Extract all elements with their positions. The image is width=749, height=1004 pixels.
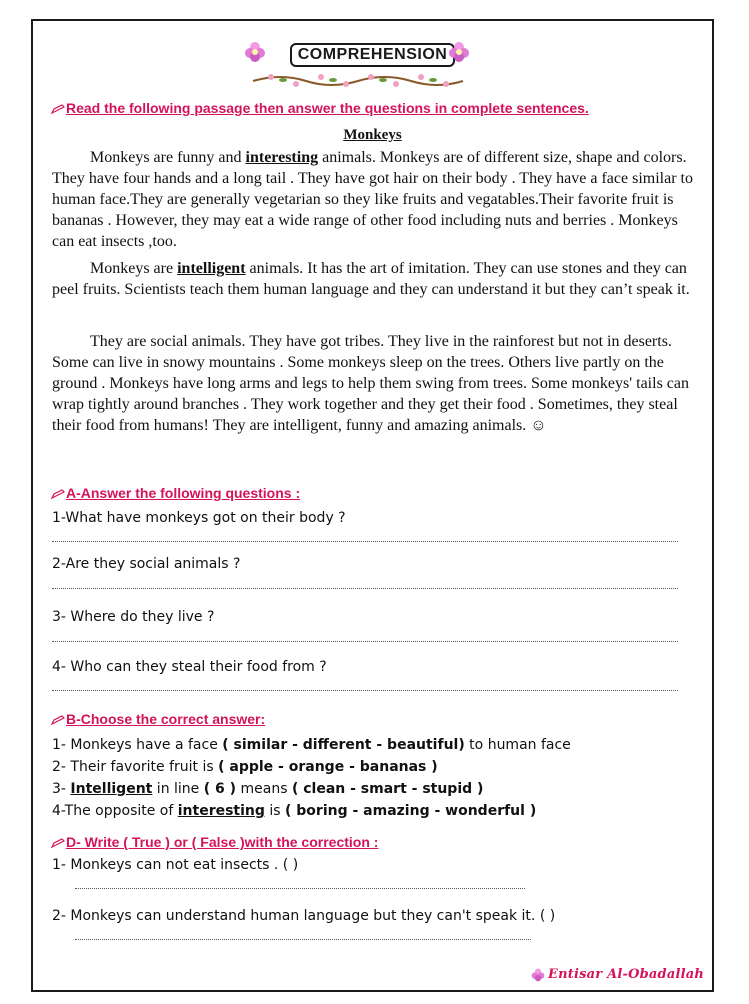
question-1: 1-What have monkeys got on their body ? bbox=[52, 510, 346, 526]
instruction-line bbox=[51, 100, 589, 116]
answer-line-3[interactable] bbox=[52, 641, 678, 642]
choice-options[interactable]: ( similar - different - beautiful) bbox=[222, 737, 465, 753]
keyword-intelligent: intelligent bbox=[177, 260, 246, 277]
answer-line-2[interactable] bbox=[52, 588, 678, 589]
question-2: 2-Are they social animals ? bbox=[52, 556, 241, 572]
pencil-icon bbox=[51, 838, 65, 848]
author-signature: Entisar Al-Obadallah bbox=[531, 967, 704, 982]
choice-options[interactable]: ( clean - smart - stupid ) bbox=[291, 781, 484, 797]
choice-options[interactable]: ( boring - amazing - wonderful ) bbox=[285, 803, 537, 819]
section-b-heading: B-Choose the correct answer: bbox=[51, 711, 265, 727]
choice-item-4: 4-The opposite of interesting is ( boring - amazing - wonderful ) bbox=[52, 803, 537, 819]
pencil-icon bbox=[51, 489, 65, 499]
section-d-heading: D- Write ( True ) or ( False )with the correction : bbox=[51, 834, 378, 850]
keyword-interesting: interesting bbox=[245, 149, 319, 166]
correction-line-1[interactable] bbox=[75, 888, 525, 889]
question-3: 3- Where do they live ? bbox=[52, 609, 215, 625]
answer-line-1[interactable] bbox=[52, 541, 678, 542]
choice-options[interactable]: ( apple - orange - bananas ) bbox=[218, 759, 438, 775]
vine-divider bbox=[251, 71, 465, 89]
paragraph-2: Monkeys are intelligent animals. It has the art of imitation. They can use stones and they can peel fruits. Scientists teach them human language and they can understand it but they can’t speak it. bbox=[52, 260, 690, 298]
choice-item-3: 3- Intelligent in line ( 6 ) means ( clean - smart - stupid ) bbox=[52, 781, 484, 797]
instruction-text: Read the following passage then answer the questions in complete sentences. bbox=[66, 100, 589, 116]
true-false-item-1: 1- Monkeys can not eat insects . ( ) bbox=[52, 857, 299, 873]
worksheet-page bbox=[31, 19, 714, 992]
question-4: 4- Who can they steal their food from ? bbox=[52, 659, 327, 675]
true-false-item-2: 2- Monkeys can understand human language but they can't speak it. ( ) bbox=[52, 908, 556, 924]
section-a-heading: A-Answer the following questions : bbox=[51, 485, 300, 501]
correction-line-2[interactable] bbox=[75, 939, 531, 940]
paragraph-3: They are social animals. They have got tribes. They live in the rainforest but not in deserts. Some can live in snowy mountains . Some monkeys sleep on the trees. Others live partly on the ground . Monkeys have long arms and legs to help them swing from trees. Some monkeys' tails can wrap tightly around branches . They work together and they get their food . Sometimes, they steal their food from humans! They are intelligent, funny and amazing animals. ☺ bbox=[52, 333, 689, 434]
pencil-icon bbox=[51, 715, 65, 725]
paragraph-1: Monkeys are funny and interesting animals. Monkeys are of different size, shape and colors. They have four hands and a long tail . They have got hair on their body . They have a face similar to human face.They are generally vegetarian so they like fruits and vegatables.Their favorite fruit is bananas . However, they may eat a wide range of other food including nuts and berries . Monkeys can eat insects ,too. bbox=[52, 149, 693, 250]
answer-line-4[interactable] bbox=[52, 690, 678, 691]
flower-icon bbox=[531, 968, 545, 982]
choice-item-2: 2- Their favorite fruit is ( apple - orange - bananas ) bbox=[52, 759, 438, 775]
pencil-icon bbox=[51, 104, 65, 114]
choice-item-1: 1- Monkeys have a face ( similar - different - beautiful) to human face bbox=[52, 737, 571, 753]
flower-icon-right bbox=[448, 41, 470, 63]
passage-title: Monkeys bbox=[343, 127, 402, 143]
page-title: COMPREHENSION bbox=[290, 43, 456, 67]
